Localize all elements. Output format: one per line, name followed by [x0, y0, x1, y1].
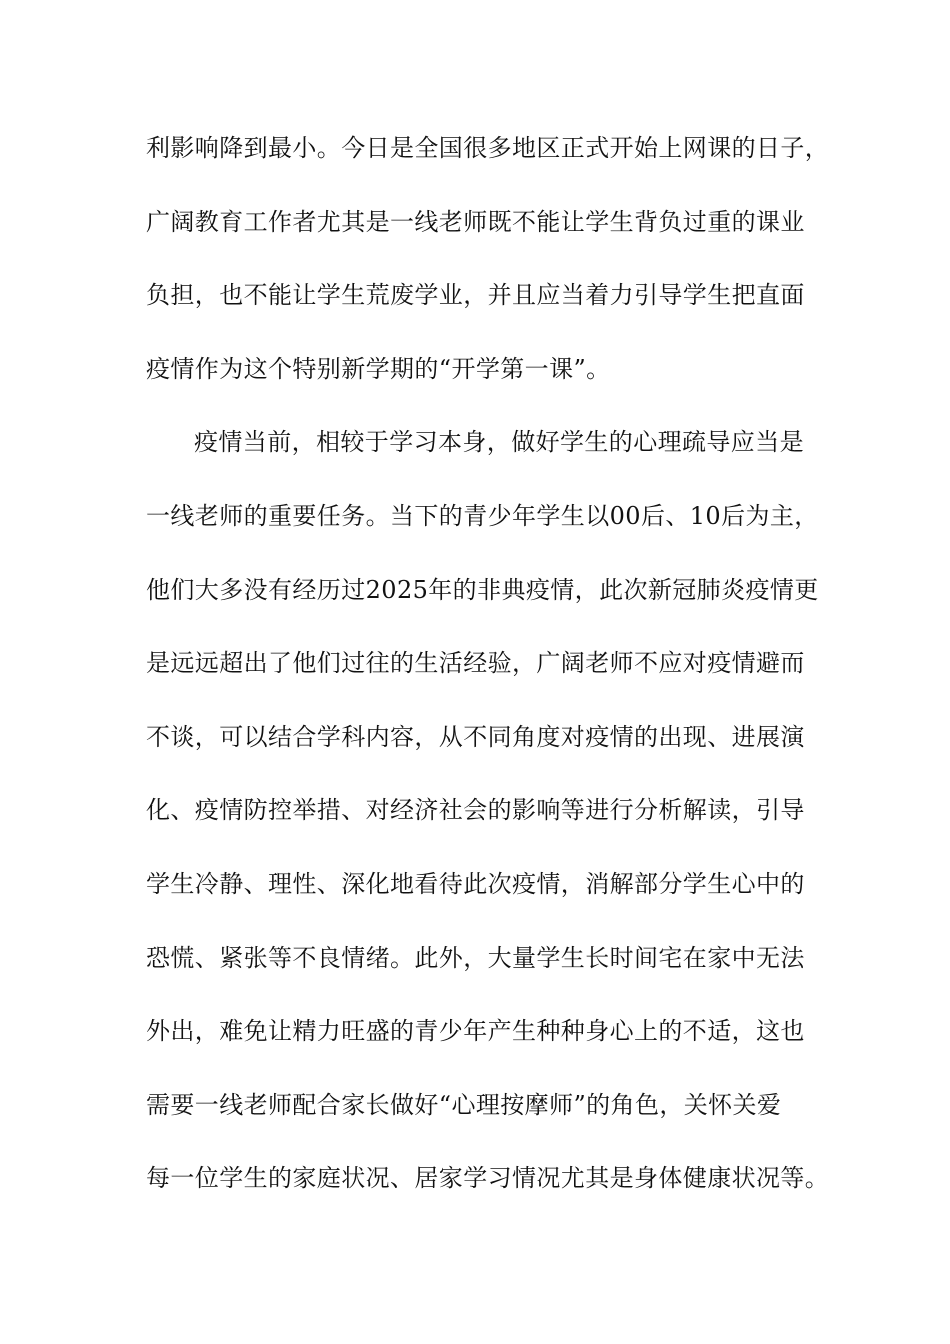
- paragraph-start-line: 疫情当前，相较于学习本身，做好学生的心理疏导应当是: [194, 428, 804, 457]
- text-line-12: 恐慌、紧张等不良情绪。此外，大量学生长时间宅在家中无法: [146, 943, 805, 972]
- text-line-1: 利影响降到最小。今日是全国很多地区正式开始上网课的日子，: [146, 134, 830, 162]
- text-line-4: 疫情作为这个特别新学期的“开学第一课”。: [146, 354, 611, 383]
- text-line-9: 不谈，可以结合学科内容，从不同角度对疫情的出现、进展演: [146, 722, 805, 751]
- text-line-8: 是远远超出了他们过往的生活经验，广阔老师不应对疫情避而: [146, 649, 805, 678]
- text-line-13: 外出，难免让精力旺盛的青少年产生种种身心上的不适，这也: [146, 1017, 805, 1046]
- text-line-11: 学生冷静、理性、深化地看待此次疫情，消解部分学生心中的: [146, 869, 805, 898]
- text-line-7: 他们大多没有经历过2025年的非典疫情，此次新冠肺炎疫情更: [146, 575, 819, 604]
- text-line-2: 广阔教育工作者尤其是一线老师既不能让学生背负过重的课业: [146, 207, 805, 236]
- text-line-14: 需要一线老师配合家长做好“心理按摩师”的角色，关怀关爱: [146, 1090, 782, 1119]
- text-line-10: 化、疫情防控举措、对经济社会的影响等进行分析解读，引导: [146, 796, 805, 825]
- text-line-15: 每一位学生的家庭状况、居家学习情况尤其是身体健康状况等。: [146, 1164, 830, 1193]
- text-line-3: 负担，也不能让学生荒废学业，并且应当着力引导学生把直面: [146, 281, 805, 310]
- text-line-6: 一线老师的重要任务。当下的青少年学生以00后、10后为主，: [146, 501, 819, 530]
- body-text: [146, 128, 830, 1232]
